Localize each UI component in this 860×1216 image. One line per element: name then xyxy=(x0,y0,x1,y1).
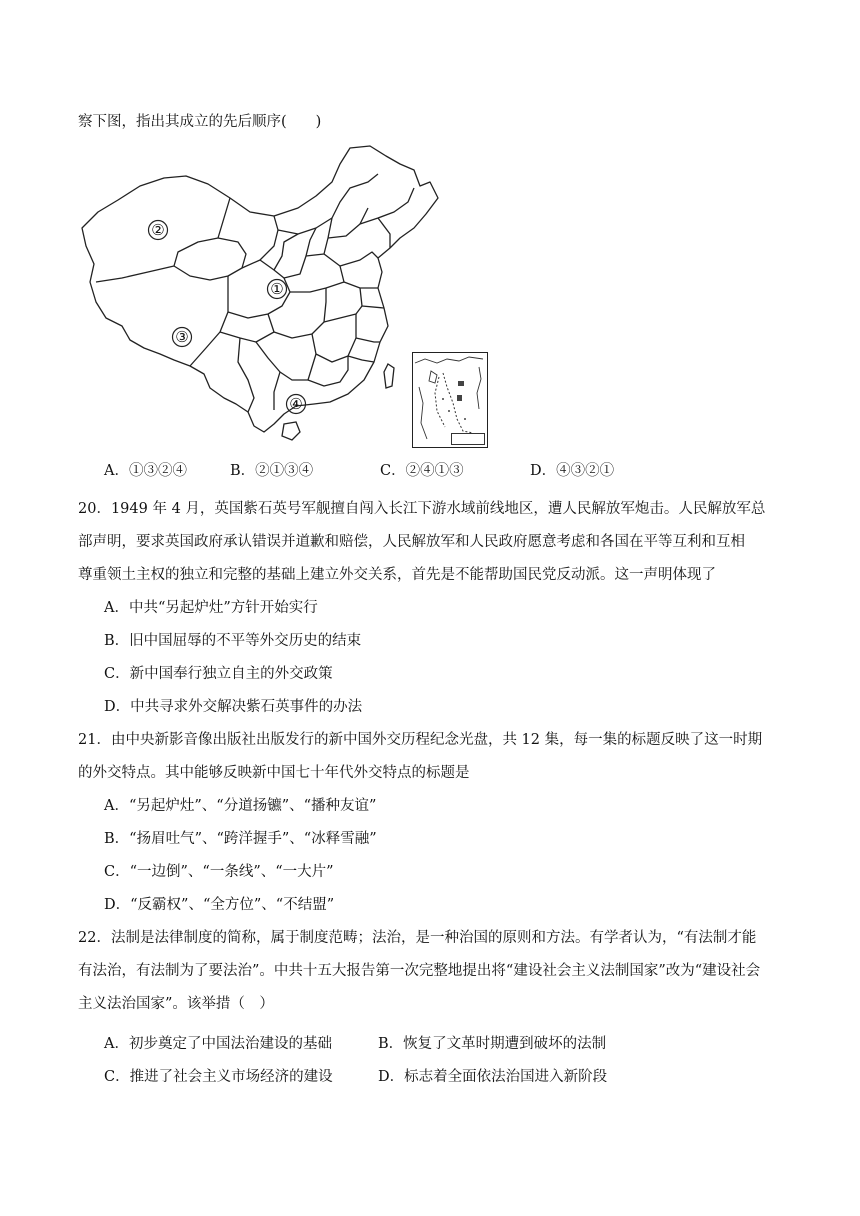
q21-option-b[interactable]: B．“扬眉吐气”、“跨洋握手”、“冰释雪融” xyxy=(104,831,377,847)
q20-option-d[interactable]: D．中共寻求外交解决紫石英事件的办法 xyxy=(104,699,363,715)
map-marker-4: ④ xyxy=(289,395,303,413)
q20-stem-line-2: 部声明，要求英国政府承认错误并道歉和赔偿，人民解放军和人民政府愿意考虑和各国在平等互利和互相 xyxy=(78,534,745,550)
q22-stem-line-3: 主义法治国家”。该举措（ ） xyxy=(78,996,274,1012)
q19-option-d[interactable]: D．④③②① xyxy=(530,463,615,479)
q20-option-a[interactable]: A．中共“另起炉灶”方针开始实行 xyxy=(104,600,318,616)
q19-option-c[interactable]: C．②④①③ xyxy=(380,463,464,479)
q21-option-a[interactable]: A．“另起炉灶”、“分道扬镳”、“播种友谊” xyxy=(104,798,377,814)
map-marker-1: ① xyxy=(270,280,284,298)
q20-option-c[interactable]: C．新中国奉行独立自主的外交政策 xyxy=(104,666,333,682)
q20-option-b[interactable]: B．旧中国屈辱的不平等外交历史的结束 xyxy=(104,633,362,649)
q22-option-d[interactable]: D．标志着全面依法治国进入新阶段 xyxy=(378,1069,608,1085)
china-map-outline xyxy=(78,142,442,448)
q19-options xyxy=(104,461,614,481)
question-intro: 察下图，指出其成立的先后顺序( ) xyxy=(78,114,322,130)
q22-option-a[interactable]: A．初步奠定了中国法治建设的基础 xyxy=(104,1036,332,1052)
q22-stem-line-1: 22．法制是法律制度的简称，属于制度范畴；法治，是一种治国的原则和方法。有学者认为，“有法制才能 xyxy=(78,930,757,946)
q22-option-b[interactable]: B．恢复了文革时期遭到破坏的法制 xyxy=(378,1036,607,1052)
q20-stem-line-1: 20．1949 年 4 月，英国紫石英号军舰擅自闯入长江下游水域前线地区，遭人民解放军炮击。人民解放军总 xyxy=(78,501,766,517)
q22-option-c[interactable]: C．推进了社会主义市场经济的建设 xyxy=(104,1069,333,1085)
q20-stem-line-3: 尊重领土主权的独立和完整的基础上建立外交关系，首先是不能帮助国民党反动派。这一声明体现了 xyxy=(78,567,716,583)
q21-stem-line-1: 21．由中央新影音像出版社出版发行的新中国外交历程纪念光盘，共 12 集，每一集的标题反映了这一时期 xyxy=(78,732,763,748)
map-marker-3: ③ xyxy=(175,328,189,346)
q19-option-b[interactable]: B．②①③④ xyxy=(230,463,314,479)
q21-option-d[interactable]: D．“反霸权”、“全方位”、“不结盟” xyxy=(104,897,335,913)
q21-option-c[interactable]: C．“一边倒”、“一条线”、“一大片” xyxy=(104,864,334,880)
china-map xyxy=(78,142,442,448)
q19-option-a[interactable]: A．①③②④ xyxy=(104,463,187,479)
q21-stem-line-2: 的外交特点。其中能够反映新中国七十年代外交特点的标题是 xyxy=(78,765,470,781)
map-marker-2: ② xyxy=(151,221,165,239)
q22-stem-line-2: 有法治，有法制为了要法治”。中共十五大报告第一次完整地提出将“建设社会主义法制国家”改为“建设社会 xyxy=(78,963,761,979)
south-china-sea-inset xyxy=(412,352,488,448)
inset-caption-box xyxy=(451,433,485,445)
